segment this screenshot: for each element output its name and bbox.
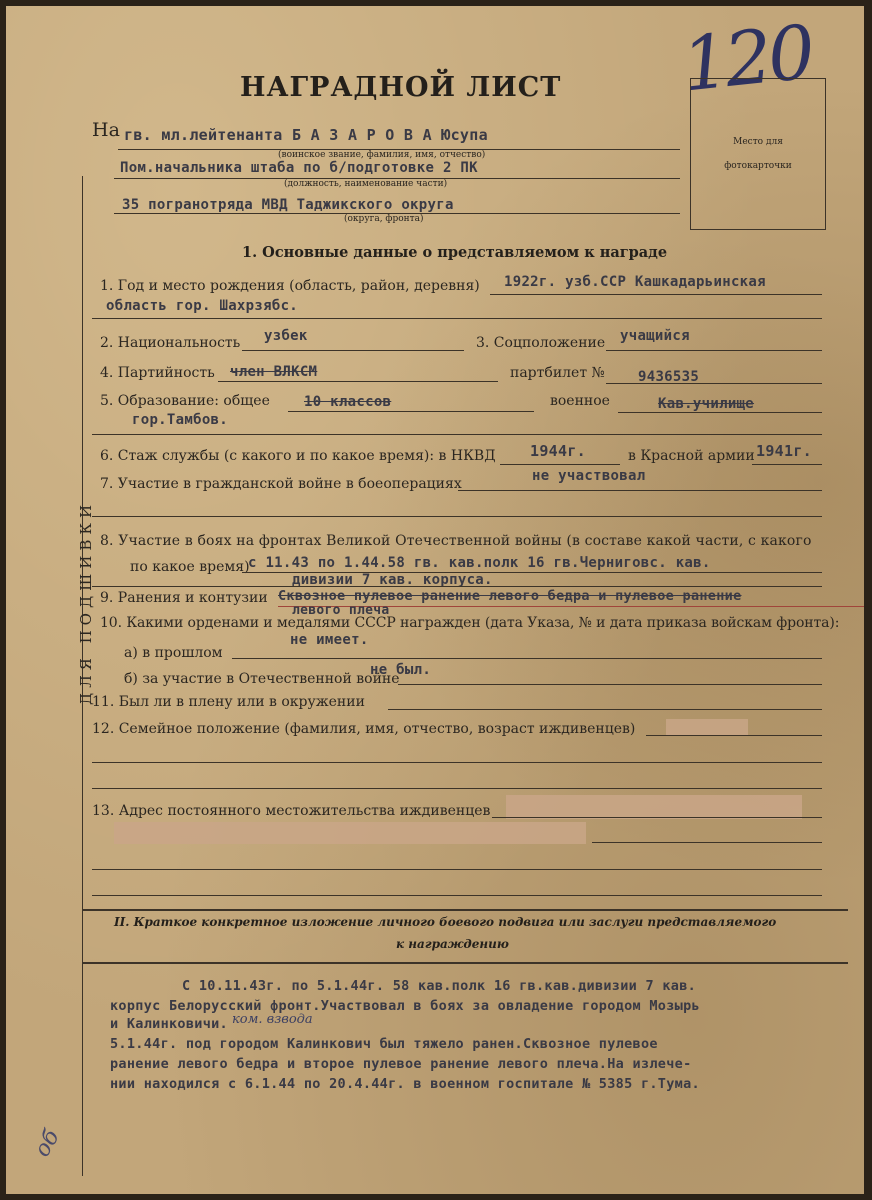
narrative-line-5: ранение левого бедра и второе пулевое ранение левого плеча.На излече- — [110, 1056, 692, 1072]
narrative-line-6: нии находился с 6.1.44 по 20.4.44г. в военном госпитале № 5385 г.Тума. — [110, 1076, 700, 1092]
narrative-line-4: 5.1.44г. под городом Калинкович был тяжело ранен.Сквозное пулевое — [110, 1036, 658, 1052]
q4-card-label: партбилет № — [510, 365, 605, 381]
q4-value: член ВЛКСМ — [230, 364, 318, 380]
q5-military-label: военное — [550, 393, 610, 409]
award-sheet — [6, 6, 864, 1194]
q4-card-value: 9436535 — [638, 369, 700, 385]
q13-underline-c — [92, 869, 822, 870]
q10b-value: не был. — [370, 662, 432, 678]
q8-underline-b — [92, 586, 822, 587]
narrative-line-2: корпус Белорусский фронт.Участвовал в боях за овладение городом Мозырь — [110, 998, 700, 1014]
q7-label: 7. Участие в гражданской войне в боеоперациях — [100, 476, 462, 492]
q6-army-label: в Красной армии — [628, 448, 755, 464]
recipient-name: гв. мл.лейтенанта Б А З А Р О В А Юсупа — [124, 126, 488, 144]
q2-label: 2. Национальность — [100, 335, 241, 351]
q10b-label: б) за участие в Отечественной войне — [124, 671, 400, 687]
q8-value-b: дивизии 7 кав. корпуса. — [292, 572, 493, 588]
narrative-line-3: и Калинковичи. — [110, 1016, 228, 1032]
q8-label-b: по какое время) — [130, 559, 250, 575]
q13-underline-b — [592, 842, 822, 843]
q6-nkvd-value: 1944г. — [530, 442, 586, 460]
q3-value: учащийся — [620, 328, 690, 344]
q7-underline-b — [92, 516, 822, 517]
q1-value-b: область гор. Шахрзябс. — [106, 298, 299, 314]
q10a-label: а) в прошлом — [124, 645, 223, 661]
q12-underline-b — [92, 762, 822, 763]
q10a-value: не имеет. — [290, 632, 369, 648]
q10a-underline — [232, 658, 822, 659]
q2-value: узбек — [264, 328, 308, 344]
q5-value-military: Кав.училище — [658, 396, 755, 412]
q8-label-a: 8. Участие в боях на фронтах Великой Отечественной войны (в составе какой части, с какого — [100, 533, 812, 549]
q3-label: 3. Соцположение — [476, 335, 606, 351]
q5-label: 5. Образование: общее — [100, 393, 270, 409]
q13-underline-d — [92, 895, 822, 896]
unit-caption: (округа, фронта) — [344, 214, 424, 224]
q12-underline-a — [646, 735, 822, 736]
section-2-heading-b: к награждению — [396, 937, 509, 951]
binding-label: ДЛЯ ПОДШИВКИ — [77, 499, 95, 705]
q5-military-underline — [618, 412, 822, 413]
photo-box-caption-2: фотокарточки — [724, 161, 792, 171]
document-title: НАГРАДНОЙ ЛИСТ — [240, 72, 562, 103]
q5-underline-b — [92, 434, 822, 435]
narrative-line-1: С 10.11.43г. по 5.1.44г. 58 кав.полк 16 гв.кав.дивизии 7 кав. — [182, 978, 697, 994]
q6-nkvd-underline — [500, 464, 620, 465]
q5-value-city: гор.Тамбов. — [132, 412, 229, 428]
corner-handwritten-mark: об — [29, 1125, 65, 1162]
q9-label: 9. Ранения и контузии — [100, 590, 268, 606]
q8-value-a: с 11.43 по 1.44.58 гв. кав.полк 16 гв.Черниговс. кав. — [248, 555, 711, 571]
q5-general-underline — [288, 411, 534, 412]
q11-underline — [388, 709, 822, 710]
q10-label: 10. Какими орденами и медалями СССР награжден (дата Указа, № и дата приказа войскам фронта): — [100, 615, 840, 631]
q13-label: 13. Адрес постоянного местожительства иждивенцев — [92, 803, 491, 819]
recipient-position: Пом.начальника штаба по б/подготовке 2 ПК — [120, 160, 478, 176]
q9-value-a: Сквозное пулевое ранение левого бедра и пулевое ранение — [278, 588, 742, 604]
redacted-address-b — [114, 822, 586, 844]
q7-value: не участвовал — [532, 468, 646, 484]
name-caption: (воинское звание, фамилия, имя, отчество) — [278, 150, 486, 160]
q6-army-underline — [752, 464, 822, 465]
section-2-heading-a: II. Краткое конкретное изложение личного боевого подвига или заслуги представляемого — [114, 915, 777, 929]
q7-underline-a — [458, 490, 822, 491]
q4-card-underline — [606, 383, 822, 384]
q1-underline-b — [92, 318, 822, 319]
q4-underline — [218, 381, 498, 382]
redacted-address-a — [506, 795, 802, 819]
section-2-top-rule — [82, 909, 848, 911]
q4-label: 4. Партийность — [100, 365, 215, 381]
recipient-prefix: На — [92, 119, 120, 141]
section-1-heading: 1. Основные данные о представляемом к награде — [242, 244, 668, 261]
q3-underline — [606, 350, 822, 351]
photo-placeholder-box — [690, 78, 826, 230]
q1-underline-a — [490, 294, 822, 295]
q12-underline-c — [92, 788, 822, 789]
q11-label: 11. Был ли в плену или в окружении — [92, 694, 365, 710]
page-number-handwritten: 120 — [677, 9, 816, 109]
q6-label: 6. Стаж службы (с какого и по какое время): в НКВД — [100, 448, 496, 464]
q1-value-a: 1922г. узб.ССР Кашкадарьинская — [504, 274, 766, 290]
q5-value-general: 10 классов — [304, 394, 392, 410]
q12-label: 12. Семейное положение (фамилия, имя, отчество, возраст иждивенцев) — [92, 721, 636, 737]
section-2-bottom-rule — [82, 962, 848, 964]
q10b-underline — [398, 684, 822, 685]
q1-label: 1. Год и место рождения (область, район, деревня) — [100, 278, 480, 294]
q6-army-value: 1941г. — [756, 442, 812, 460]
photo-box-caption-1: Место для — [733, 137, 783, 147]
q2-underline — [242, 350, 464, 351]
redacted-dependents — [666, 719, 748, 735]
position-caption: (должность, наименование части) — [284, 179, 448, 189]
q9-value-b: левого плеча — [292, 603, 390, 618]
narrative-handwritten-note: ком. взвода — [232, 1012, 313, 1027]
q13-underline-a — [492, 817, 822, 818]
recipient-unit: 35 погранотряда МВД Таджикского округа — [122, 197, 454, 213]
